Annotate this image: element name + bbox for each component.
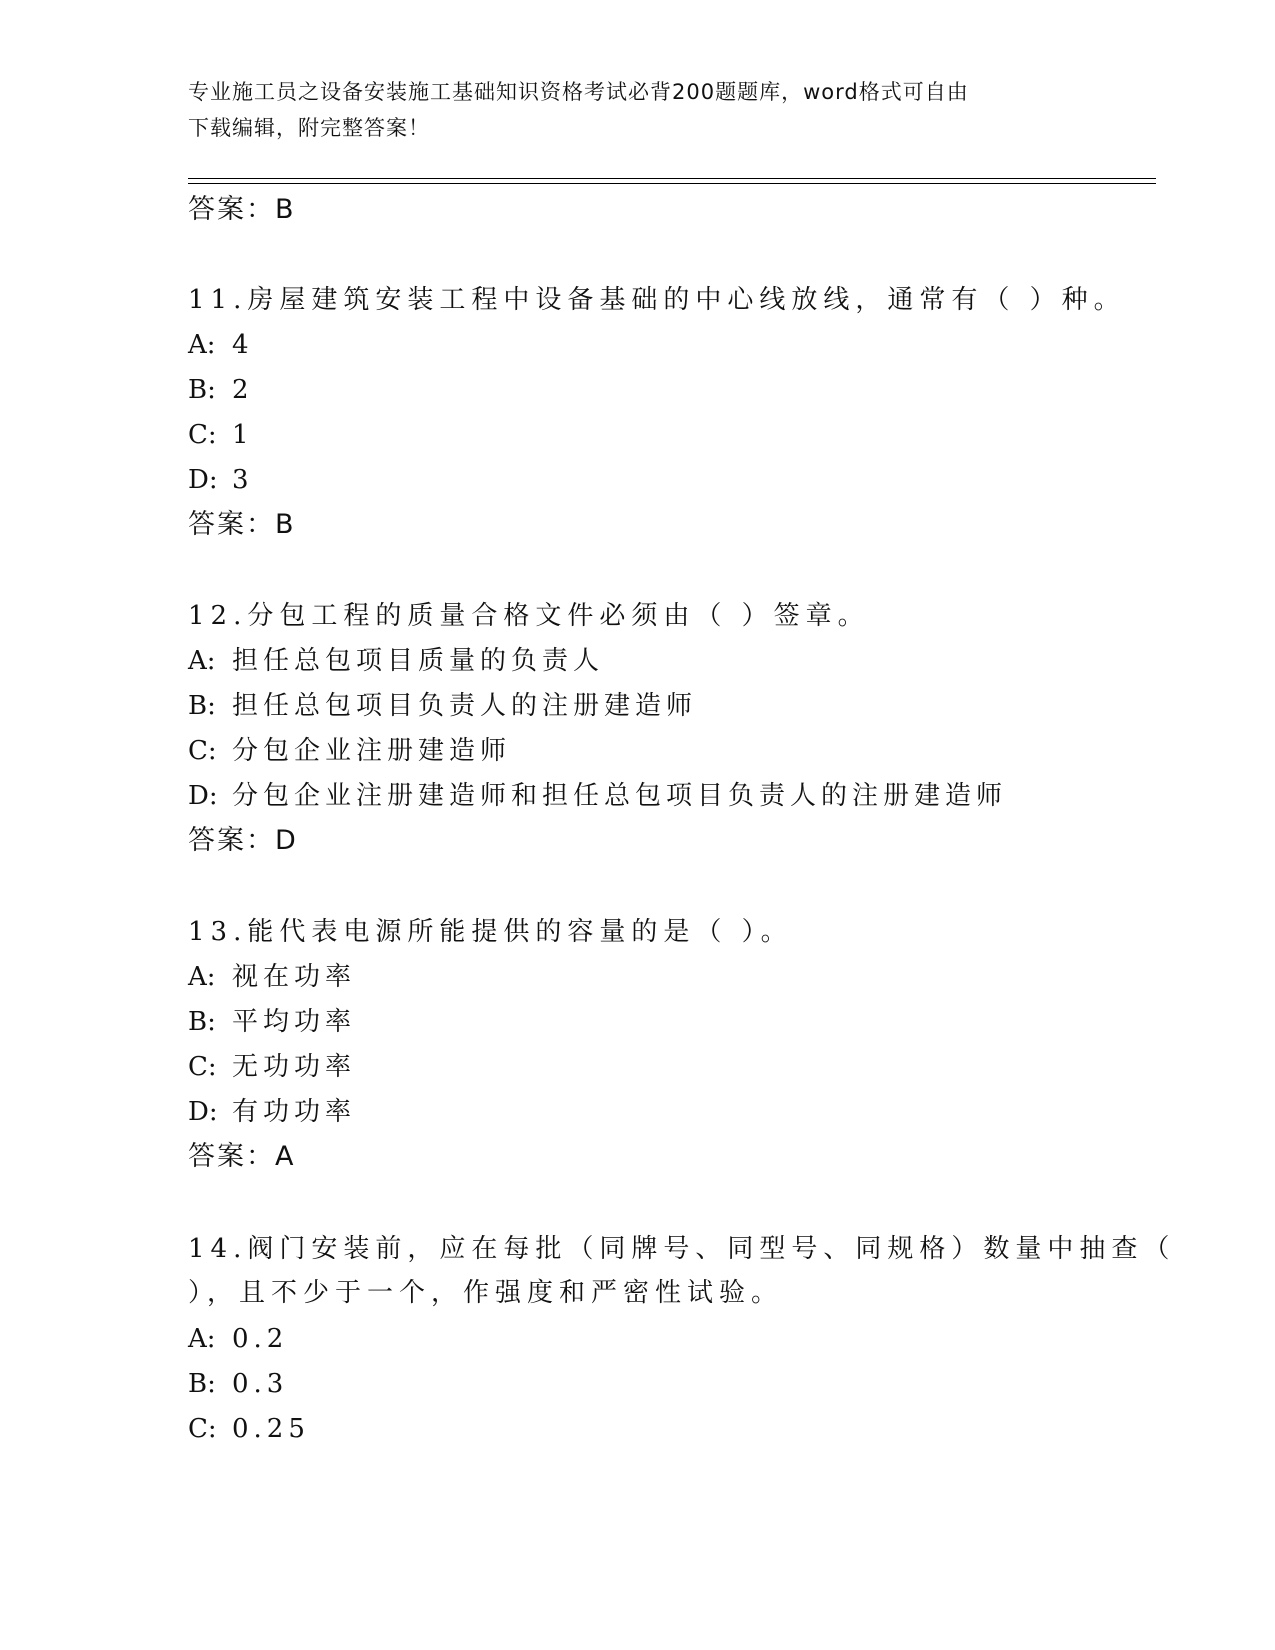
option-label: C: [188, 1052, 217, 1082]
question-11-option-d [188, 462, 254, 498]
question-12-answer: 答案：D [188, 825, 298, 856]
option-label: C: [188, 736, 217, 766]
question-13-stem: 13.能代表电源所能提供的容量的是（ ）。 [188, 917, 793, 947]
question-14-option-a [188, 1321, 288, 1357]
option-text: 无功功率 [232, 1052, 357, 1082]
option-label: D: [188, 465, 218, 495]
option-text: 0.25 [232, 1414, 310, 1444]
option-text: 有功功率 [232, 1097, 357, 1127]
question-11-option-c [188, 417, 254, 453]
option-label: A: [188, 646, 216, 676]
header-line-2: 下载编辑，附完整答案！ [188, 116, 430, 140]
question-14-option-b [188, 1366, 288, 1402]
option-label: C: [188, 420, 217, 450]
option-text: 1 [232, 420, 254, 450]
question-12-option-b [188, 688, 697, 724]
question-11-option-a [188, 327, 254, 363]
option-label: B: [188, 691, 216, 721]
question-12-stem: 12.分包工程的质量合格文件必须由（ ）签章。 [188, 601, 870, 631]
question-13-option-b [188, 1004, 356, 1040]
option-label: B: [188, 375, 216, 405]
question-11-answer: 答案：B [188, 509, 296, 540]
answer-previous: 答案：B [188, 194, 296, 225]
question-12-option-a [188, 643, 604, 679]
question-14-stem-line-1: 14.阀门安装前，应在每批（同牌号、同型号、同规格）数量中抽查（ [188, 1234, 1176, 1264]
option-text: 担任总包项目质量的负责人 [232, 646, 605, 676]
header-rule-top [188, 178, 1156, 179]
document-header [188, 74, 1088, 146]
question-11-option-b [188, 372, 254, 408]
option-text: 分包企业注册建造师和担任总包项目负责人的注册建造师 [232, 781, 1008, 811]
option-label: A: [188, 1324, 216, 1354]
question-13-answer: 答案：A [188, 1141, 296, 1172]
option-text: 平均功率 [232, 1007, 357, 1037]
option-text: 2 [232, 375, 254, 405]
option-text: 4 [232, 330, 254, 360]
option-text: 3 [232, 465, 254, 495]
option-label: B: [188, 1007, 216, 1037]
option-label: A: [188, 330, 216, 360]
question-14-stem-line-2: ），且不少于一个，作强度和严密性试验。 [188, 1278, 784, 1308]
question-13-option-a [188, 959, 356, 995]
option-text: 分包企业注册建造师 [232, 736, 512, 766]
question-14-option-c [188, 1411, 310, 1447]
question-12-option-d [188, 778, 1007, 814]
header-line-1: 专业施工员之设备安装施工基础知识资格考试必背200题题库，word格式可自由 [188, 80, 969, 104]
question-11-stem: 11.房屋建筑安装工程中设备基础的中心线放线，通常有（ ）种。 [188, 285, 1126, 315]
option-label: C: [188, 1414, 217, 1444]
question-13-option-c [188, 1049, 356, 1085]
option-label: D: [188, 781, 218, 811]
option-text: 视在功率 [232, 962, 357, 992]
question-13-option-d [188, 1094, 356, 1130]
option-text: 0.3 [232, 1369, 289, 1399]
option-label: A: [188, 962, 216, 992]
option-label: D: [188, 1097, 218, 1127]
option-text: 担任总包项目负责人的注册建造师 [232, 691, 698, 721]
option-text: 0.2 [232, 1324, 289, 1354]
question-12-option-c [188, 733, 511, 769]
option-label: B: [188, 1369, 216, 1399]
header-rule-bottom [188, 183, 1156, 184]
